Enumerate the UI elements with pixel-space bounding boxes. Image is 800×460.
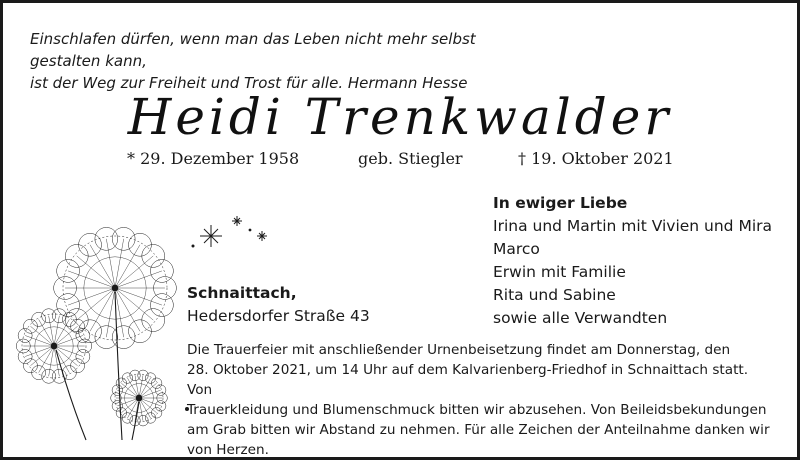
death-date: † 19. Oktober 2021 — [518, 149, 674, 168]
mourner-line: Rita und Sabine — [493, 286, 616, 304]
mourner-line: Marco — [493, 240, 540, 258]
notice-line: am Grab bitten wir Abstand zu nehmen. Für alle Zeichen der Anteilnahme danken wir — [187, 422, 770, 438]
epigraph-quote — [30, 28, 550, 94]
funeral-notice — [187, 340, 777, 460]
notice-line: Die Trauerfeier mit anschließender Urnenbeisetzung findet am Donnerstag, den — [187, 342, 731, 358]
mourners-heading: In ewiger Liebe — [493, 194, 628, 212]
dandelion-icon — [16, 227, 176, 440]
birth-date: * 29. Dezember 1958 — [127, 149, 300, 168]
mourner-line: Irina und Martin mit Vivien und Mira — [493, 217, 772, 235]
mourner-line: sowie alle Verwandten — [493, 309, 668, 327]
notice-line: Trauerkleidung und Blumenschmuck bitten wir abzusehen. Von Beileidsbekundungen — [187, 402, 767, 418]
mourner-line: Erwin mit Familie — [493, 263, 626, 281]
address-town: Schnaittach, — [187, 284, 297, 302]
deceased-name: Heidi Trenkwalder — [127, 88, 673, 146]
mourners-list — [493, 192, 772, 330]
address-street: Hedersdorfer Straße 43 — [187, 307, 370, 325]
maiden-name: geb. Stiegler — [358, 149, 463, 168]
notice-line: von Herzen. — [187, 442, 269, 458]
quote-line: ist der Weg zur Freiheit und Trost für alle. Hermann Hesse — [30, 74, 468, 92]
quote-line: Einschlafen dürfen, wenn man das Leben nicht mehr selbst gestalten kann, — [30, 30, 476, 70]
notice-line: 28. Oktober 2021, um 14 Uhr auf dem Kalvarienberg-Friedhof in Schnaittach statt. Von — [187, 362, 749, 398]
address-block — [187, 282, 370, 328]
